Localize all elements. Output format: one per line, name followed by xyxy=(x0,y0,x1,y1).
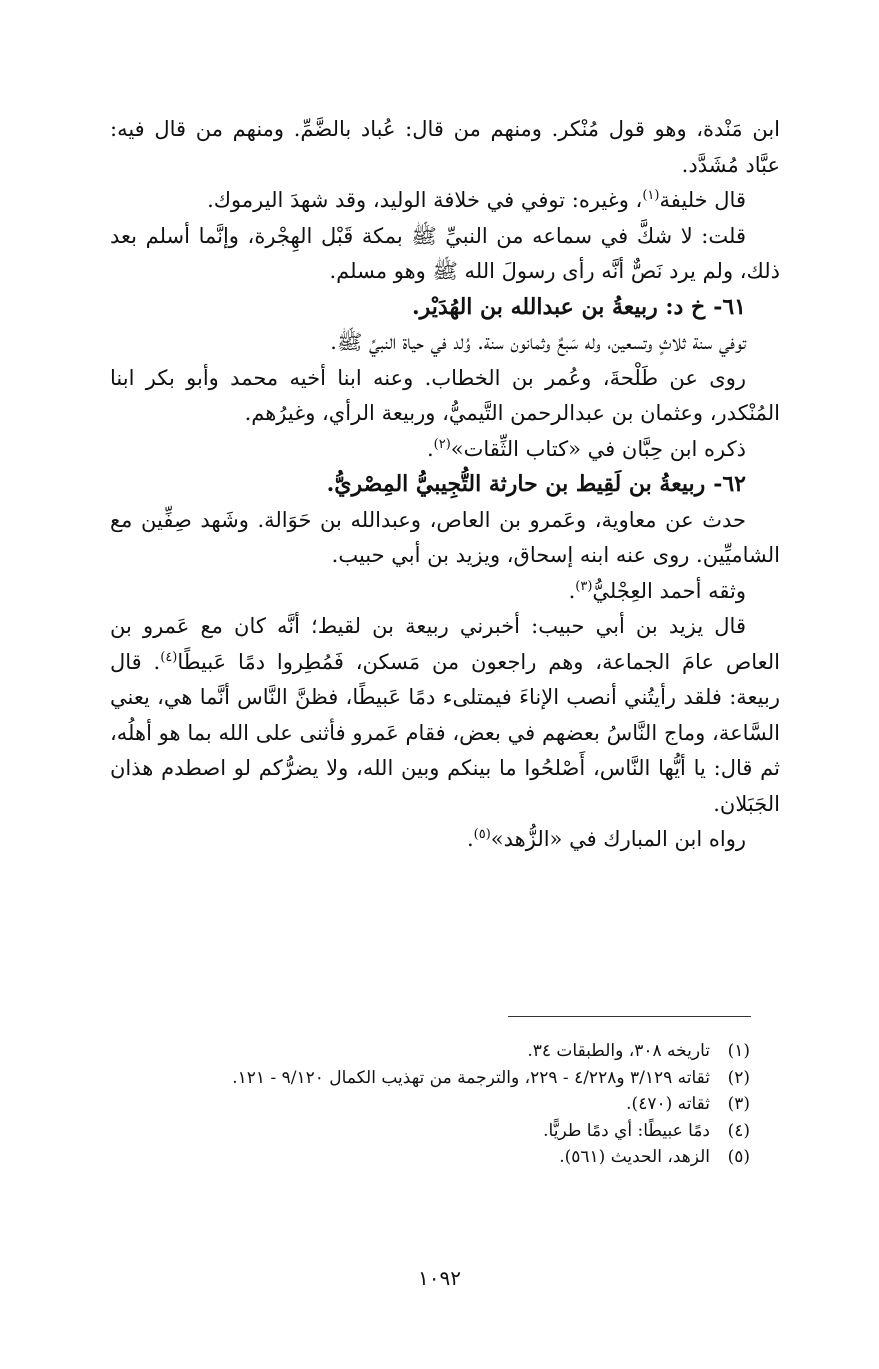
footnote-ref: (٣) xyxy=(575,578,593,594)
paragraph: وثقه أحمد العِجْليُّ$^{(٣)}$. xyxy=(568,578,746,603)
footnote-divider xyxy=(508,1016,751,1017)
paragraph: قلت: لا شكَّ في سماعه من النبيِّ ﷺ بمكة قَبْل الهِجْرة، وإنَّما أسلم بعد ذلك، ولم يرد نَصٌّ أنَّه رأى رسولَ الله ﷺ وهو مسلم. xyxy=(110,223,780,283)
paragraph: ابن مَنْدة، وهو قول مُنْكر. ومنهم من قال: عُباد بالضَّمِّ. ومنهم من قال فيه: عبَّاد مُشَدَّد. xyxy=(110,117,780,177)
footnote-ref: (٥) xyxy=(473,827,491,842)
footnote-ref: (٢) xyxy=(433,436,451,452)
main-text xyxy=(110,112,780,858)
paragraph: روى عن طَلْحةَ، وعُمر بن الخطاب. وعنه ابنا أخيه محمد وأبو بكر ابنا المُنْكدر، وعثمان بن عبدالرحمن التَّيميُّ، وربيعة الرأي، وغيرُهم. xyxy=(110,365,780,425)
footnotes xyxy=(80,1038,750,1171)
page-number: ١٠٩٢ xyxy=(418,1266,461,1290)
footnote: (٥)الزهد، الحديث (٥٦١). xyxy=(559,1147,750,1167)
footnote: (١)تاريخه ٣٠٨، والطبقات ٣٤. xyxy=(527,1041,750,1061)
paragraph: قال يزيد بن أبي حبيب: أخبرني ربيعة بن لقيط؛ أنَّه كان مع عَمرو بن العاص عامَ الجماعة، وهم راجعون من مَسكن، فَمُطِروا دمًا عَبيطًا$^{(٤)}$. قال ربيعة: فلقد رأيتُني أنصب الإناءَ فيمتلىء دمًا عَبيطًا، فظنَّ النَّاس أنَّما هي، يعني السَّاعة، وماج النَّاسُ بعضهم في بعض، فقام عَمرو فأثنى على الله بما هو أهلُه، ثم قال: يا أيُّها النَّاس، أَصْلحُوا ما بينكم وبين الله، ولا يضرُّكم لو اصطدم هذان الجَبَلان. xyxy=(110,614,780,816)
entry-heading-62: ٦٢-ربيعةُ بن لَقِيط بن حارثة التُّجِيبيُّ المِصْريُّ. xyxy=(326,471,746,497)
paragraph: توفي سنة ثلاثٍ وتسعين، وله سَبعٌ وثمانون سنة. وُلد في حياة النبيِّ ﷺ. xyxy=(330,330,746,354)
footnote-ref: (٤) xyxy=(160,649,178,665)
paragraph: ذكره ابن حِبَّان في «كتاب الثِّقات»$^{(٢)}$. xyxy=(426,436,746,461)
footnote-ref: (١) xyxy=(642,188,660,203)
paragraph: حدث عن معاوية، وعَمرو بن العاص، وعبدالله بن حَوَالة. وشَهد صِفِّين مع الشاميِّين. روى عنه ابنه إسحاق، ويزيد بن أبي حبيب. xyxy=(110,507,780,567)
footnote: (٢)ثقاته ٣/١٢٩ و٤/٢٢٨ - ٢٢٩، والترجمة من تهذيب الكمال ٩/١٢٠ - ١٢١. xyxy=(232,1067,750,1088)
footnote: (٣)ثقاته (٤٧٠). xyxy=(626,1094,750,1114)
paragraph: رواه ابن المبارك في «الزُّهد»$^{(٥)}$. xyxy=(466,827,746,851)
footnote: (٤)دمًا عبيطًا: أي دمًا طريًّا. xyxy=(543,1120,750,1141)
paragraph: قال خليفة$^{(١)}$، وغيره: توفي في خلافة الوليد، وقد شهدَ اليرموك. xyxy=(207,188,746,212)
entry-heading-61: ٦١-خ د: ربيعةُ بن عبدالله بن الهُدَيْر. xyxy=(411,293,746,320)
